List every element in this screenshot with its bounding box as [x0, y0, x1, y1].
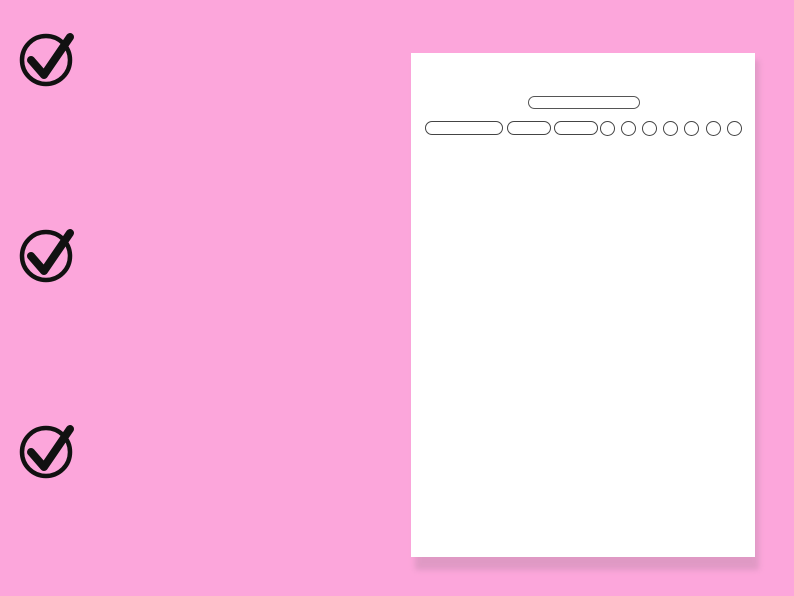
schedule-grid [411, 53, 755, 557]
medication-schedule-sheet [411, 53, 755, 557]
checkmark-icon [18, 30, 76, 88]
feature-clear-layout-text [70, 31, 385, 206]
feature-ample-space-text [64, 234, 391, 389]
feature-portable-text [64, 432, 391, 568]
